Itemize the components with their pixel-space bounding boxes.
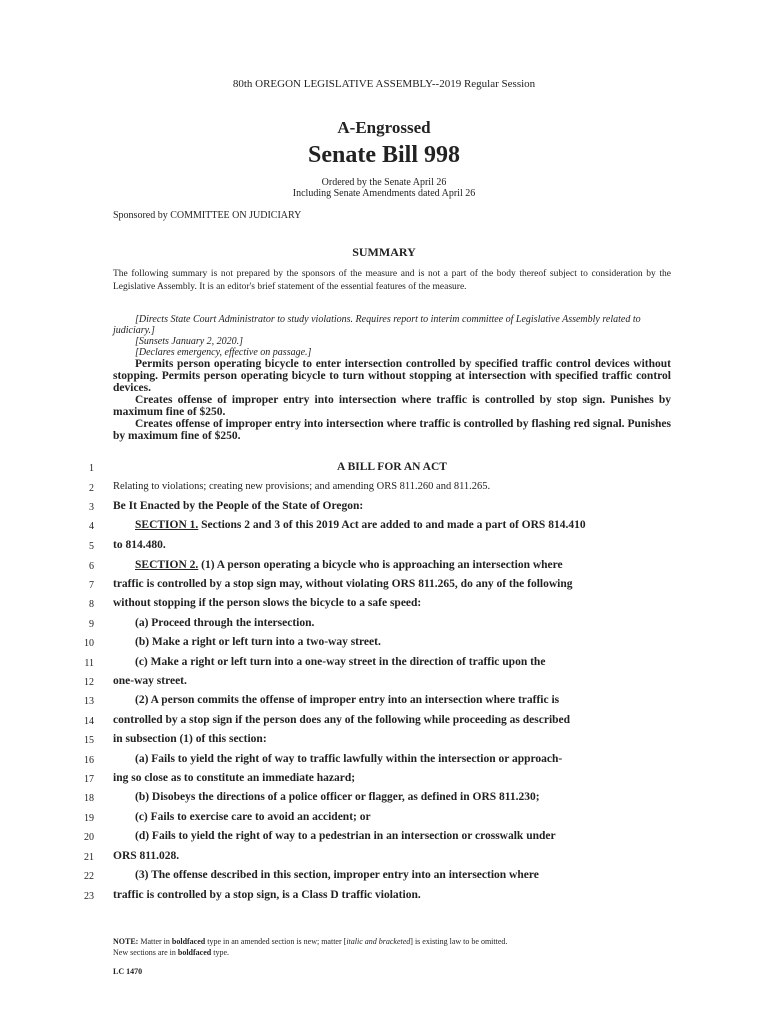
line-17: 17 ing so close as to constitute an immediate hazard; — [84, 772, 356, 785]
bill-heading: A BILL FOR AN ACT — [337, 461, 447, 473]
summary-new-2: Creates offense of improper entry into intersection where traffic is controlled by stop sign. Punishes by maximum fine of $250. — [113, 394, 671, 418]
line-22: 22 (3) The offense described in this section, improper entry into an intersection where — [84, 869, 539, 882]
line-9: 9 (a) Proceed through the intersection. — [89, 617, 315, 630]
engrossed-label: A-Engrossed — [337, 118, 431, 137]
line-4: 4 SECTION 1. Sections 2 and 3 of this 2019 Act are added to and made a part of ORS 814.410 — [89, 519, 586, 532]
line-15: 15 in subsection (1) of this section: — [84, 733, 267, 746]
ordered-info — [0, 177, 768, 199]
sponsor: Sponsored by COMMITTEE ON JUDICIARY — [113, 210, 302, 221]
summary-body — [113, 314, 671, 442]
line-23: 23 traffic is controlled by a stop sign, is a Class D traffic violation. — [84, 889, 421, 902]
line-20: 20 (d) Fails to yield the right of way to a pedestrian in an intersection or crosswalk under — [84, 830, 556, 843]
line-19: 19 (c) Fails to exercise care to avoid an accident; or — [84, 811, 371, 824]
line-6: 6 SECTION 2. (1) A person operating a bicycle who is approaching an intersection where — [89, 559, 563, 572]
line-2: 2 Relating to violations; creating new provisions; and amending ORS 811.260 and 811.265. — [89, 481, 491, 494]
amendments-line: Including Senate Amendments dated April 26 — [292, 188, 476, 199]
bill-title: Senate Bill 998 — [307, 142, 460, 168]
line-12: 12 one-way street. — [84, 675, 187, 688]
summary-new-3: Creates offense of improper entry into intersection where traffic is controlled by flashing red signal. Punishes by maximum fine of $250. — [113, 418, 671, 442]
line-10: 10 (b) Make a right or left turn into a two-way street. — [84, 636, 381, 649]
line-21: 21 ORS 811.028. — [84, 850, 180, 863]
session-header: 80th OREGON LEGISLATIVE ASSEMBLY--2019 Regular Session — [232, 78, 536, 90]
summary-heading: SUMMARY — [352, 245, 416, 259]
line-18: 18 (b) Disobeys the directions of a police officer or flagger, as defined in ORS 811.230; — [84, 791, 540, 804]
summary-intro: The following summary is not prepared by the sponsors of the measure and is not a part of the body thereof subject to consideration by the Legislative Assembly. It is an editor's brief statement of the essential features of the measure. — [113, 269, 671, 292]
line-5: 5 to 814.480. — [89, 539, 166, 552]
footnote: NOTE: Matter in boldfaced type in an amended section is new; matter [italic and bracketed] is existing law to be omitted. New sections are in boldfaced type. — [113, 937, 508, 957]
lc-number: LC 1470 — [113, 967, 143, 976]
ordered-line: Ordered by the Senate April 26 — [321, 177, 447, 188]
summary-deleted-1: [Directs State Court Administrator to study violations. Requires report to interim committee of Legislative Assembly related to judiciary.] — [113, 314, 641, 336]
line-13: 13 (2) A person commits the offense of improper entry into an intersection where traffic is — [84, 694, 560, 707]
line-1: 1 A BILL FOR AN ACT — [0, 460, 768, 479]
section-1-label: SECTION 1. — [135, 519, 199, 531]
summary-deleted-3: [Declares emergency, effective on passage.] — [135, 347, 312, 358]
line-11: 11 (c) Make a right or left turn into a one-way street in the direction of traffic upon the — [84, 656, 546, 669]
line-14: 14 controlled by a stop sign if the person does any of the following while proceeding as described — [84, 714, 571, 727]
line-8: 8 without stopping if the person slows the bicycle to a safe speed: — [89, 597, 422, 610]
summary-deleted-2: [Sunsets January 2, 2020.] — [135, 336, 244, 347]
note-label: NOTE: — [113, 937, 139, 946]
summary-new-1: Permits person operating bicycle to enter intersection controlled by specified traffic control devices without stopping. Permits person operating bicycle to turn without stopping at intersection with specified traffic control devices. — [113, 358, 671, 394]
line-16: 16 (a) Fails to yield the right of way to traffic lawfully within the intersection or approach- — [84, 753, 563, 766]
line-3: 3 Be It Enacted by the People of the State of Oregon: — [89, 500, 364, 513]
section-2-label: SECTION 2. — [135, 559, 199, 571]
line-7: 7 traffic is controlled by a stop sign may, without violating ORS 811.265, do any of the following — [89, 578, 573, 591]
